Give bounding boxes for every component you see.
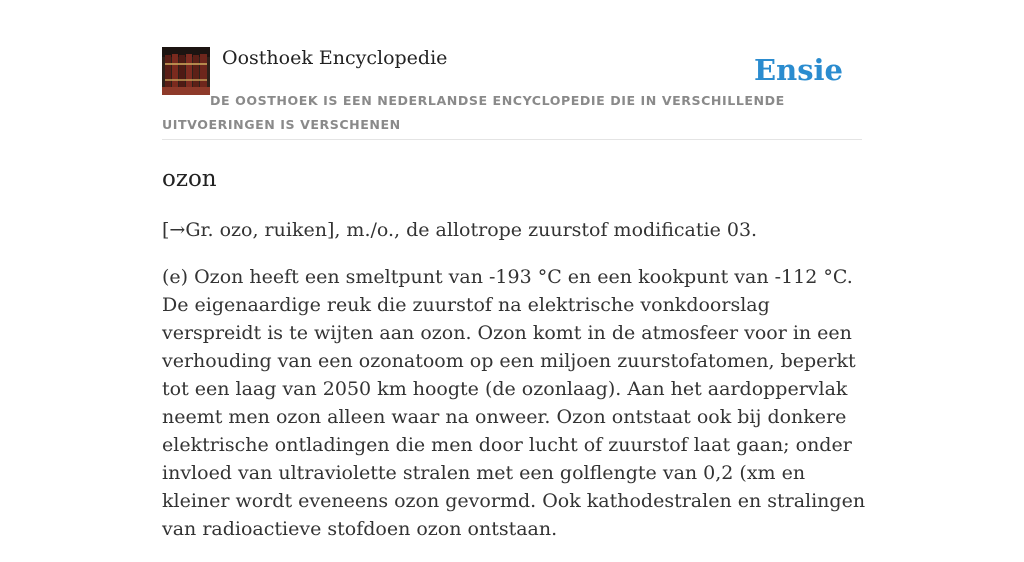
brand-logo[interactable]: Ensie <box>754 53 843 87</box>
encyclopedia-books-icon[interactable] <box>162 47 210 95</box>
header-divider <box>162 139 862 140</box>
site-title[interactable]: Oosthoek Encyclopedie <box>222 47 448 69</box>
entry-paragraph-body: (e) Ozon heeft een smeltpunt van -193 °C en een kookpunt van -112 °C. De eigenaardige reuk die zuurstof na elektrische vonkdoorslag verspreidt is te wijten aan ozon. Ozon komt in de atmosfeer voor in een verhouding van een ozonatoom op een miljoen zuurstofatomen, beperkt tot een laag van 2050 km hoogte (de ozonlaag). Aan het aardoppervlak neemt men ozon alleen waar na onweer. Ozon ontstaat ook bij donkere elektrische ontladingen die men door lucht of zuurstof laat gaan; onder invloed van ultraviolette stralen met een golflengte van 0,2 (xm en kleiner wordt eveneens ozon gevormd. Ook kathodestralen en stralingen van radioactieve stofdoen ozon ontstaan. <box>162 266 866 540</box>
site-description: DE OOSTHOEK IS EEN NEDERLANDSE ENCYCLOPEDIE DIE IN VERSCHILLENDE UITVOERINGEN IS VERSCHENEN <box>162 93 785 132</box>
entry-content <box>162 216 867 562</box>
entry-title: ozon <box>162 166 217 192</box>
entry-paragraph-etymology: [→Gr. ozo, ruiken], m./o., de allotrope zuurstof modificatie 03. <box>162 219 758 241</box>
